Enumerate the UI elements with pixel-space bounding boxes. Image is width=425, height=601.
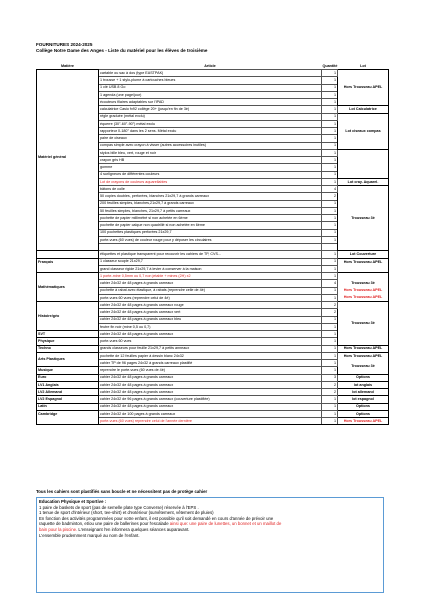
notes-heading: Tous les cahiers sont plastifiés sans boucle et ne nécessitent pas de protège cahier bbox=[36, 489, 208, 494]
table-row bbox=[37, 403, 389, 410]
lot-cray-aquarel: Lot cray. Aquarel. bbox=[338, 178, 389, 185]
page-subtitle: Collège Notre Dame des Anges - Liste du matériel pour les élèves de troisième bbox=[36, 48, 208, 53]
quantity-cell: 1 bbox=[322, 113, 338, 120]
quantity-cell: 1 bbox=[322, 273, 338, 280]
quantity-cell bbox=[322, 244, 338, 251]
column-header-lot: Lot bbox=[360, 63, 366, 68]
quantity-cell: 1 bbox=[322, 99, 338, 106]
subject-techno: Techno bbox=[37, 345, 99, 352]
quantity-cell: 1 bbox=[322, 323, 338, 330]
subject-histoire-geo: Histoire/géo bbox=[37, 302, 99, 331]
eps-line-part-red: bain pour la piscine. bbox=[39, 526, 78, 532]
quantity-cell: 1 bbox=[322, 128, 338, 135]
table-row bbox=[37, 331, 389, 338]
article-cell: 50 feuilles simples, blanches, 21x29,7 à petits carreaux bbox=[99, 207, 322, 214]
quantity-cell: 1 bbox=[322, 171, 338, 178]
quantity-cell: 1 bbox=[322, 178, 338, 185]
lot-couverture: Lot Couverture bbox=[338, 251, 389, 258]
article-cell: bâtons de colle bbox=[99, 186, 322, 193]
page-header bbox=[36, 42, 207, 54]
subject-empty bbox=[37, 251, 99, 258]
lot-allemand: lot allemand bbox=[338, 389, 389, 396]
quantity-cell: 1 bbox=[322, 236, 338, 243]
eps-box bbox=[36, 497, 384, 593]
eps-title: Education Physique et Sportive : bbox=[39, 499, 107, 504]
table-row bbox=[37, 70, 389, 77]
article-cell: cahier 24x32 de 48 pages à grands carreaux bleu bbox=[99, 316, 322, 323]
quantity-cell: 1 bbox=[322, 367, 338, 374]
column-header-quantite: Quantité bbox=[322, 63, 338, 68]
table-row bbox=[37, 396, 389, 403]
subject-lv1-anglais: LV1 Anglais bbox=[37, 381, 99, 388]
article-cell: calculatrice Casio fx92 collège 20+ (jusqu'en fin de 3è) bbox=[99, 106, 322, 113]
table-row bbox=[37, 273, 389, 280]
quantity-cell: 1 bbox=[322, 149, 338, 156]
quantity-cell: 1 bbox=[322, 164, 338, 171]
quantity-cell: 1 bbox=[322, 294, 338, 301]
supplies-table bbox=[36, 63, 389, 425]
article-cell: pochette de papier millimétré si non achetée en 6ème bbox=[99, 215, 322, 222]
article-cell: 1 agenda (une page/jour) bbox=[99, 91, 322, 98]
article-cell: équerre (30°-60°-90°) métal exclu bbox=[99, 120, 322, 127]
subject-lv2-espagnol: LV2 Espagnol bbox=[37, 396, 99, 403]
quantity-cell: 1 bbox=[322, 403, 338, 410]
subject-arts-plastiques: Arts Plastiques bbox=[37, 352, 99, 367]
table-row bbox=[37, 381, 389, 388]
quantity-cell: 1 bbox=[322, 258, 338, 265]
article-cell: règle graduée (métal exclu) bbox=[99, 113, 322, 120]
quantity-cell: 2 bbox=[322, 193, 338, 200]
article-cell: pochette de 12 feuilles papier à dessin blanc 24x32 bbox=[99, 352, 322, 359]
quantity-cell: 1 bbox=[322, 157, 338, 164]
quantity-cell: 1 bbox=[322, 106, 338, 113]
quantity-cell: 2 bbox=[322, 302, 338, 309]
quantity-cell: 1 bbox=[322, 410, 338, 417]
lot-espagnol: lot espagnol bbox=[338, 396, 389, 403]
table-row bbox=[37, 367, 389, 374]
lot-hors-trousseau-apel: Hors Trousseau APEL bbox=[338, 294, 389, 301]
article-cell: Lot de crayons de couleurs aquarellables bbox=[99, 178, 322, 185]
article-cell: écouteurs filaires adaptables sur l'IPAD bbox=[99, 99, 322, 106]
article-cell: pochette de papier calque non quadrillé si non achetée en 6ème bbox=[99, 222, 322, 229]
lot-anglais: lot anglais bbox=[338, 381, 389, 388]
article-cell: 50 copies doubles, perforées, blanches 21x29,7 à grands carreaux bbox=[99, 193, 322, 200]
article-cell: étiquettes et plastique transparent pour recouvrir les cahiers de TP, CVS... bbox=[99, 251, 322, 258]
quantity-cell: 4 bbox=[322, 280, 338, 287]
article-cell bbox=[99, 244, 322, 251]
table-row bbox=[37, 258, 389, 265]
subject-empty bbox=[37, 418, 99, 425]
eps-line: 1 tenue de sport d'intérieur (short, tee-shirt) et d'extérieur (survêtement, vêtement de pluies) bbox=[39, 510, 214, 516]
subject-mathematiques: Mathématiques bbox=[37, 273, 99, 302]
lot-hors-trousseau-apel: Hors Trousseau APEL bbox=[338, 287, 389, 294]
subject-svt: SVT bbox=[37, 331, 99, 338]
article-cell: cahier 24x32 de 48 pages à grands carreaux rouge bbox=[99, 302, 322, 309]
eps-line: En fonction des activités programmées pour votre enfant, il est possible qu'il soit demandé en cours d'année de prévoir une bbox=[39, 515, 274, 521]
article-cell: 1 clé USB 8 Go bbox=[99, 84, 322, 91]
quantity-cell: 1 bbox=[322, 84, 338, 91]
quantity-cell: 1 bbox=[322, 345, 338, 352]
lot-options: Options bbox=[338, 374, 389, 381]
lot-ciseaux-compas: Lot ciseaux compas bbox=[338, 113, 389, 149]
quantity-cell: 1 bbox=[322, 338, 338, 345]
quantity-cell: 1 bbox=[322, 265, 338, 272]
article-cell: cahier 24x32 de 100 pages à grands carreaux bbox=[99, 410, 322, 417]
quantity-cell: 1 bbox=[322, 200, 338, 207]
article-cell: porte-vues (60 vues) de couleur rouge pour y déposer les circulaires bbox=[99, 236, 322, 243]
article-cell: grands classeurs pour feuille 21x29,7 à petits anneaux bbox=[99, 345, 322, 352]
table-row bbox=[37, 410, 389, 417]
article-cell: gomme bbox=[99, 164, 322, 171]
table-row bbox=[37, 374, 389, 381]
lot-options: Options bbox=[338, 403, 389, 410]
article-cell: 1 classeur souple 21x29,7 bbox=[99, 258, 322, 265]
table-row bbox=[37, 345, 389, 352]
quantity-cell: 1 bbox=[322, 352, 338, 359]
article-cell: reprendre le porte-vues (60 vues de 4è) bbox=[99, 367, 322, 374]
subject-cambridge: Cambridge bbox=[37, 410, 99, 417]
article-cell: porte-vues 60 vues (reprendre celui de 4è) bbox=[99, 294, 322, 301]
table-row bbox=[37, 244, 389, 251]
subject-empty bbox=[37, 244, 99, 251]
subject-musique: Musique bbox=[37, 367, 99, 374]
subject-francais: Français bbox=[37, 258, 99, 265]
article-cell: 4 surligneurs de différentes couleurs bbox=[99, 171, 322, 178]
quantity-cell: 1 bbox=[322, 251, 338, 258]
quantity-cell: 1 bbox=[322, 287, 338, 294]
article-cell: cahier 24x32 de 48 pages à grands carreaux bbox=[99, 389, 322, 396]
article-cell: 1 porte-mine 0,5mm ou 0,7 non jetable + mines (2H) x2 bbox=[99, 273, 322, 280]
subject-physique: Physique bbox=[37, 338, 99, 345]
article-cell: cahier TP de 96 pages 24x32 à grands carreaux plastifié bbox=[99, 360, 322, 367]
column-header-article: Article bbox=[204, 63, 216, 68]
lot-trousseau-3e: Trousseau 3è bbox=[338, 302, 389, 346]
quantity-cell: 2 bbox=[322, 309, 338, 316]
article-cell: cahier 24x32 de 48 pages à grands carreaux bbox=[99, 403, 322, 410]
quantity-cell: 1 bbox=[322, 222, 338, 229]
article-cell: porte-vues (60 vues) reprendre celui de l'année dernière bbox=[99, 418, 322, 425]
subject-empty bbox=[37, 265, 99, 272]
table-row bbox=[37, 302, 389, 309]
eps-line: 1 paire de baskets de sport (pas de semelle plate type Converse) réservée à l'EPS . bbox=[39, 504, 199, 510]
lot-empty bbox=[338, 273, 389, 280]
quantity-cell: 2 bbox=[322, 381, 338, 388]
lot-hors-trousseau-apel: Hors Trousseau APEL bbox=[338, 70, 389, 106]
quantity-cell: 1 bbox=[322, 316, 338, 323]
eps-line-part-red: ainsi que: une paire de lunettes, un bonnet et un maillot de bbox=[168, 521, 282, 527]
article-cell: paire de ciseaux bbox=[99, 135, 322, 142]
table-row bbox=[37, 418, 389, 425]
article-cell: grand classeur rigide 21x29,7 à levier à conserver à la maison bbox=[99, 265, 322, 272]
column-header-matiere: Matière bbox=[61, 63, 74, 68]
subject-materiel-general: Matériel général bbox=[37, 70, 99, 244]
quantity-cell: 1 bbox=[322, 142, 338, 149]
quantity-cell: 1 bbox=[322, 70, 338, 77]
subject-lv2-allemand: LV2 Allemand bbox=[37, 389, 99, 396]
quantity-cell: 1 bbox=[322, 120, 338, 127]
quantity-cell: 1 bbox=[322, 215, 338, 222]
lot-hors-trousseau-apel: Hors Trousseau APEL bbox=[338, 352, 389, 359]
article-cell: 100 pochettes plastiques perforées 21x29,7 bbox=[99, 229, 322, 236]
quantity-cell: 3 bbox=[322, 374, 338, 381]
quantity-cell: 1 bbox=[322, 418, 338, 425]
table-row bbox=[37, 265, 389, 272]
article-cell: porte-vues 60 vues bbox=[99, 338, 322, 345]
article-cell: cahier 24x32 de 48 pages à grands carreaux bbox=[99, 331, 322, 338]
lot-trousseau-3e: Trousseau 3è bbox=[338, 280, 389, 287]
article-cell: rapporteur 0-180° dans les 2 sens. Métal exclu bbox=[99, 128, 322, 135]
quantity-cell: 1 bbox=[322, 229, 338, 236]
lot-hors-trousseau-apel: Hors Trousseau APEL bbox=[338, 258, 389, 265]
page-title: FOURNITURES 2024-2025 bbox=[36, 42, 93, 47]
article-cell: compas simple avec crayon à visser (autres accessoires inutiles) bbox=[99, 142, 322, 149]
lot-calculatrice: Lot Calculatrice bbox=[338, 106, 389, 113]
article-cell: 1 trousse + 1 stylo-plume à cartouches bleues bbox=[99, 77, 322, 84]
subject-euro: Euro bbox=[37, 374, 99, 381]
quantity-cell: 1 bbox=[322, 331, 338, 338]
lot-hors-trousseau-apel: Hors Trousseau APEL bbox=[338, 418, 389, 425]
table-row bbox=[37, 251, 389, 258]
subject-latin: Latin bbox=[37, 403, 99, 410]
article-cell: cahier 24x32 de 48 pages à grands carreaux bbox=[99, 381, 322, 388]
article-cell: crayon gris HB bbox=[99, 157, 322, 164]
article-cell: cahier 24x32 de 48 pages à grands carreaux vert bbox=[99, 309, 322, 316]
quantity-cell: 1 bbox=[322, 77, 338, 84]
article-cell: cartable ou sac à dos (type EASTPAK) bbox=[99, 70, 322, 77]
article-cell: stylos bille bleu, vert, rouge et noir bbox=[99, 149, 322, 156]
lot-options: Options bbox=[338, 410, 389, 417]
article-cell: 200 feuilles simples, blanches,21x29,7 à grands carreaux bbox=[99, 200, 322, 207]
quantity-cell: 2 bbox=[322, 389, 338, 396]
quantity-cell: 1 bbox=[322, 135, 338, 142]
eps-line-part: raquette de badminton, et/ou une paire de ballerines pour l'escalade bbox=[39, 521, 169, 527]
quantity-cell: 1 bbox=[322, 91, 338, 98]
table-row bbox=[37, 352, 389, 359]
quantity-cell: 4 bbox=[322, 186, 338, 193]
table-row bbox=[37, 338, 389, 345]
article-cell: cahier 24x32 de 48 pages à grands carreaux bbox=[99, 374, 322, 381]
article-cell: cahier 24x32 de 96 pages à grands carreaux (couverture plastifiée) bbox=[99, 396, 322, 403]
table-row bbox=[37, 389, 389, 396]
quantity-cell: 1 bbox=[322, 360, 338, 367]
eps-line: L'ensemble prudemment marqué au nom de l'enfant. bbox=[39, 532, 140, 538]
article-cell: pochette à rabat avec élastique, à rabats (reprendre celle de 4è) bbox=[99, 287, 322, 294]
lot-trousseau-3e: Trousseau 3è bbox=[338, 186, 389, 251]
lot-empty bbox=[338, 265, 389, 272]
article-cell: cahier 24x32 de 48 pages à grands carreaux bbox=[99, 280, 322, 287]
quantity-cell: 1 bbox=[322, 396, 338, 403]
article-cell: feutre fin noir (mine 0,5 ou 0,7) bbox=[99, 323, 322, 330]
lot-empty bbox=[338, 149, 389, 178]
lot-trousseau-3e: Trousseau 3è bbox=[338, 360, 389, 375]
quantity-cell: 1 bbox=[322, 207, 338, 214]
lot-hors-trousseau-apel: Hors Trousseau APEL bbox=[338, 345, 389, 352]
eps-line-part: L'enseignant l'en informera quelques séances auparavant. bbox=[77, 526, 190, 532]
